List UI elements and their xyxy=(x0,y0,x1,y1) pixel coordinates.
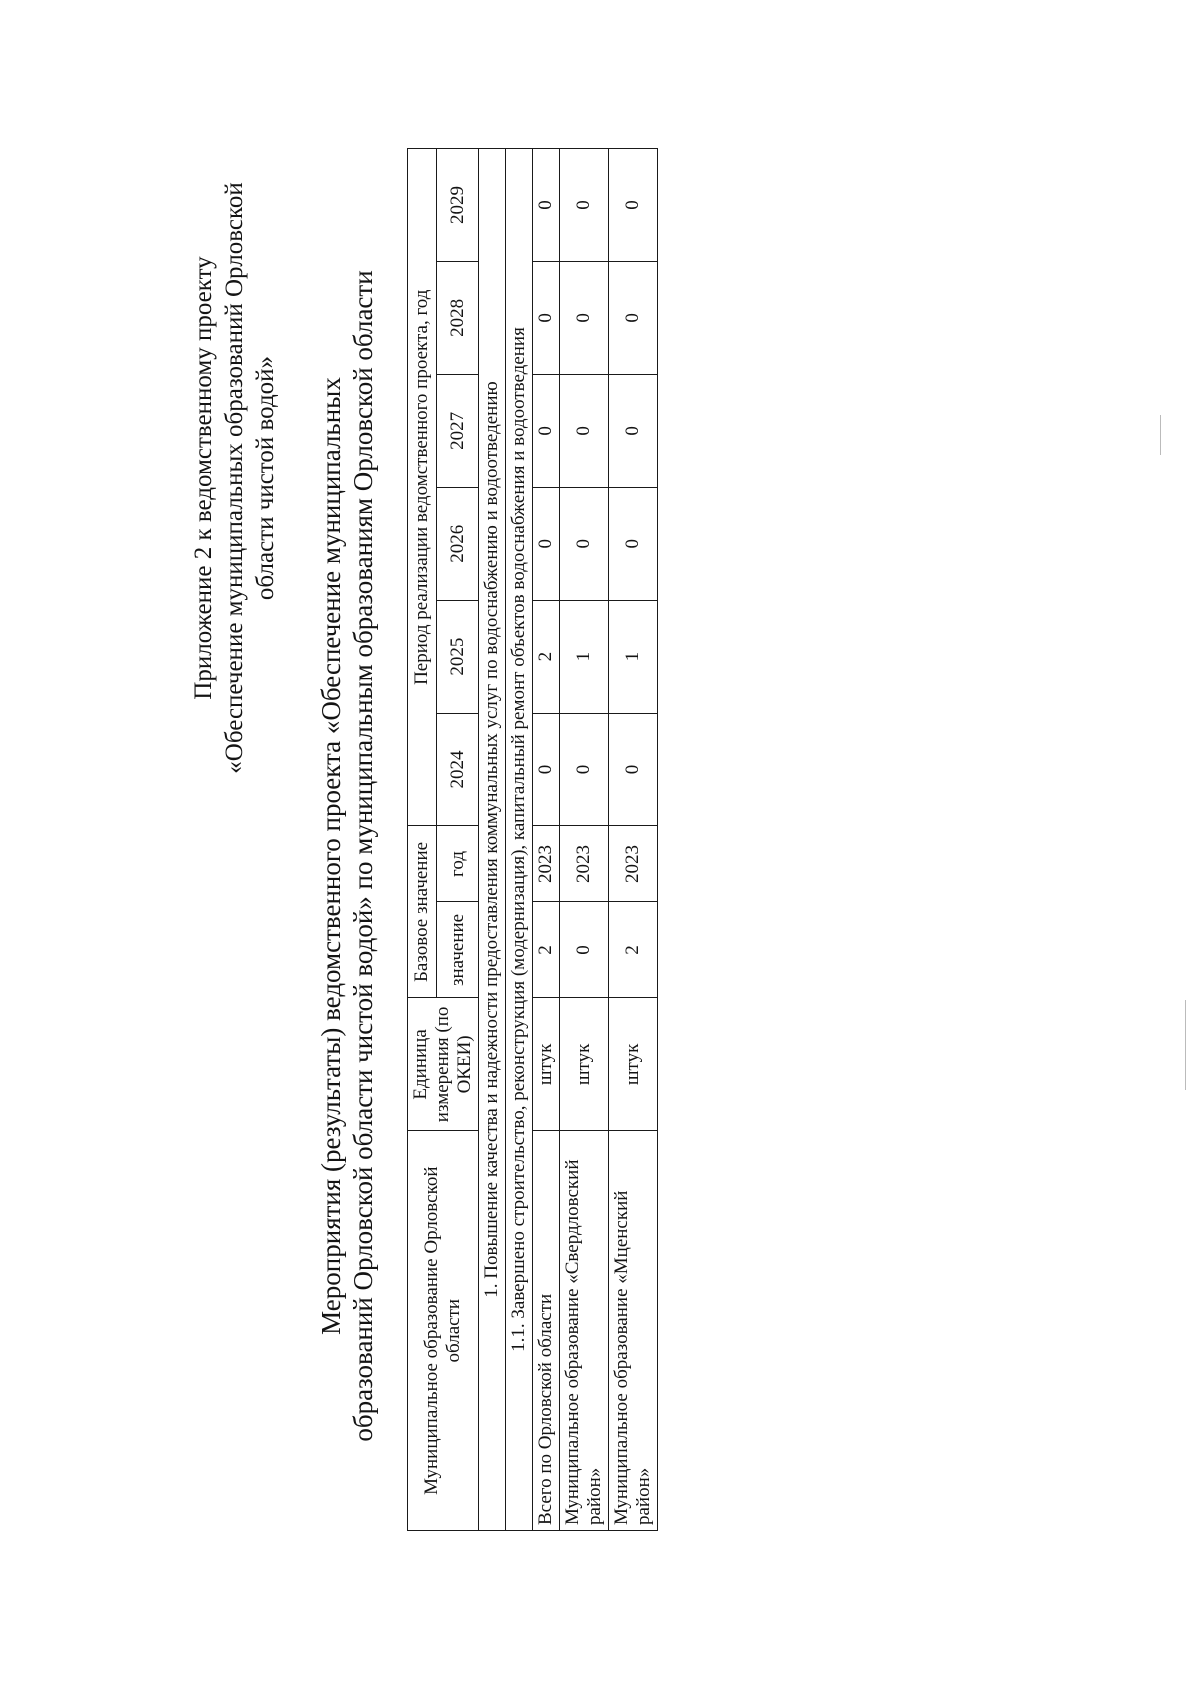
header-year-2029: 2029 xyxy=(437,149,479,262)
row-value-2027: 0 xyxy=(609,374,658,487)
row-value-2025: 1 xyxy=(560,600,609,713)
section-1-title: 1. Повышение качества и надежности предоставления коммунальных услуг по водоснабжению и водоотведению xyxy=(479,149,506,1531)
title-line-2: образований Орловской области чистой водой» по муниципальным образованиям Орловской области xyxy=(348,270,378,1442)
row-base-value: 0 xyxy=(560,902,609,998)
header-unit: Единица измерения (по ОКЕИ) xyxy=(408,998,479,1131)
row-base-value: 2 xyxy=(533,902,560,998)
row-value-2024: 0 xyxy=(560,713,609,826)
scan-artifact-line xyxy=(1185,1000,1186,1090)
row-value-2029: 0 xyxy=(560,149,609,262)
row-value-2025: 1 xyxy=(609,600,658,713)
row-unit: штук xyxy=(560,998,609,1131)
appendix-line-2: «Обеспечение муниципальных образований Орловской xyxy=(221,182,248,774)
row-value-2028: 0 xyxy=(533,261,560,374)
row-value-2024: 0 xyxy=(609,713,658,826)
header-year-2028: 2028 xyxy=(437,261,479,374)
table-row xyxy=(560,149,609,1531)
row-unit: штук xyxy=(609,998,658,1131)
results-table xyxy=(407,148,658,1531)
row-value-2028: 0 xyxy=(609,261,658,374)
row-value-2029: 0 xyxy=(533,149,560,262)
row-unit: штук xyxy=(533,998,560,1131)
header-base-group: Базовое значение xyxy=(408,826,437,998)
section-row xyxy=(479,149,506,1531)
row-name: Муниципальное образование «Мценский район» xyxy=(609,1131,658,1531)
table-row xyxy=(533,149,560,1531)
row-base-year: 2023 xyxy=(533,826,560,902)
header-year-2027: 2027 xyxy=(437,374,479,487)
row-name: Муниципальное образование «Свердловский район» xyxy=(560,1131,609,1531)
row-value-2029: 0 xyxy=(609,149,658,262)
row-value-2028: 0 xyxy=(560,261,609,374)
header-base-year: год xyxy=(437,826,479,902)
row-base-year: 2023 xyxy=(560,826,609,902)
row-base-value: 2 xyxy=(609,902,658,998)
row-value-2024: 0 xyxy=(533,713,560,826)
document-title xyxy=(315,156,379,1556)
header-base-value: значение xyxy=(437,902,479,998)
row-value-2026: 0 xyxy=(609,487,658,600)
section-1-1-title: 1.1. Завершено строительство, реконструкция (модернизация), капитальный ремонт объектов водоснабжения и водоотведения xyxy=(506,149,533,1531)
header-year-2024: 2024 xyxy=(437,713,479,826)
table-header-row-1 xyxy=(408,149,437,1531)
row-value-2025: 2 xyxy=(533,600,560,713)
row-value-2026: 0 xyxy=(560,487,609,600)
row-value-2027: 0 xyxy=(560,374,609,487)
header-year-2025: 2025 xyxy=(437,600,479,713)
appendix-line-3: области чистой водой» xyxy=(252,355,279,601)
header-municipality: Муниципальное образование Орловской области xyxy=(408,1131,479,1531)
table-row xyxy=(609,149,658,1531)
section-row xyxy=(506,149,533,1531)
title-line-1: Мероприятия (результаты) ведомственного проекта «Обеспечение муниципальных xyxy=(316,377,346,1335)
appendix-line-1: Приложение 2 к ведомственному проекту xyxy=(190,256,217,700)
row-value-2027: 0 xyxy=(533,374,560,487)
row-value-2026: 0 xyxy=(533,487,560,600)
appendix-heading xyxy=(188,158,281,798)
header-year-2026: 2026 xyxy=(437,487,479,600)
row-base-year: 2023 xyxy=(609,826,658,902)
scan-artifact-line xyxy=(1160,415,1161,455)
header-period-group: Период реализации ведомственного проекта, год xyxy=(408,149,437,827)
row-name: Всего по Орловской области xyxy=(533,1131,560,1531)
